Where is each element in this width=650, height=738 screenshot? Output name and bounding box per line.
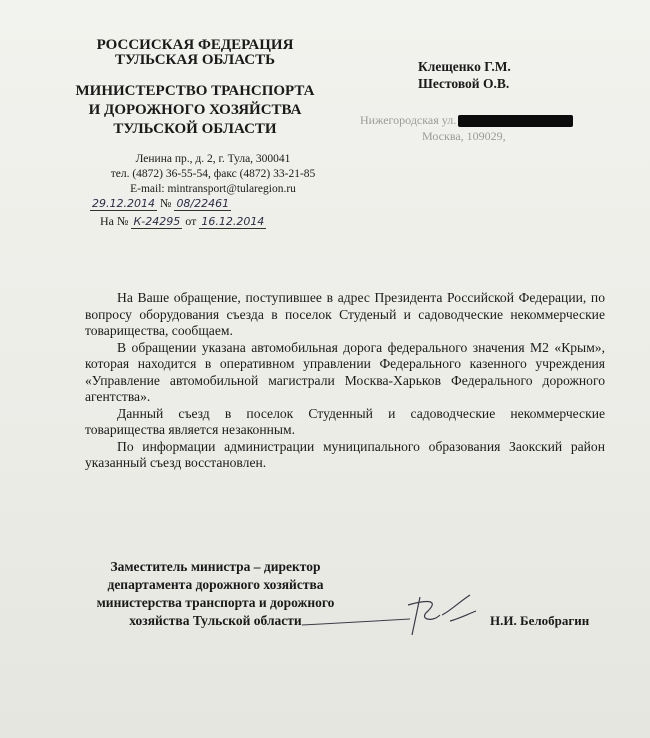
reference-number: К-24295 [133,215,181,228]
body-paragraph: Данный съезд в поселок Студенный и садоводческие некоммерческие товарищества является незаконным. [85,405,605,437]
letterhead-region [55,38,335,68]
recipient-name: Клещенко Г.М. [418,59,511,74]
letterhead-ministry [55,82,335,139]
body-paragraph: По информации администрации муниципального образования Заокский район указанный съезд восстановлен. [85,438,605,470]
reference-date-label: от [185,214,197,228]
recipient-street: Нижегородская ул. [360,113,457,127]
redaction-bar [458,115,573,127]
recipient-city: Москва, 109029, [422,129,506,143]
postal-address: Ленина пр., д. 2, г. Тула, 300041 [135,153,291,165]
outgoing-registration [90,196,320,211]
ministry-line: ТУЛЬСКОЙ ОБЛАСТИ [113,121,277,137]
number-label: № [159,196,172,210]
letterhead-contacts [58,152,368,197]
incoming-reference [100,214,330,229]
recipient-name: Шестовой О.В. [418,76,510,91]
region-line: ТУЛЬСКАЯ ОБЛАСТЬ [114,52,276,68]
body-paragraph: В обращении указана автомобильная дорога федерального значения М2 «Крым», которая находится в оперативном управлении Федерального казенного учреждения «Управление автомобильной магистрали Москва-Харьков Федерального дорожного агентства». [85,339,605,404]
body-paragraph: На Ваше обращение, поступившее в адрес Президента Российской Федерации, по вопросу оборудования съезда в поселок Студеный и садоводческие некоммерческие товарищества, сообщаем. [85,290,605,338]
email-address: E-mail: mintransport@tularegion.ru [130,183,296,195]
recipient-block [418,58,618,92]
letter-body [85,290,605,472]
signatory-name: Н.И. Белобрагин [490,613,590,628]
ministry-line: МИНИСТЕРСТВО ТРАНСПОРТА [75,83,315,99]
reference-label: На № [100,214,129,228]
outgoing-number: 08/22461 [176,197,230,210]
phone-fax: тел. (4872) 36-55-54, факс (4872) 33-21-85 [110,168,316,180]
signatory-title-line: хозяйства Тульской области [129,613,302,628]
region-line: РОССИСКАЯ ФЕДЕРАЦИЯ [96,37,294,53]
ministry-line: И ДОРОЖНОГО ХОЗЯЙСТВА [88,102,302,118]
signatory-title-line: Заместитель министра – директор [110,559,321,574]
signatory-title-line: министерства транспорта и дорожного [96,595,335,610]
handwritten-signature [300,585,480,645]
recipient-address [360,112,620,144]
reference-date: 16.12.2014 [201,215,265,228]
signatory-title-line: департамента дорожного хозяйства [107,577,324,592]
outgoing-date: 29.12.2014 [92,197,155,210]
